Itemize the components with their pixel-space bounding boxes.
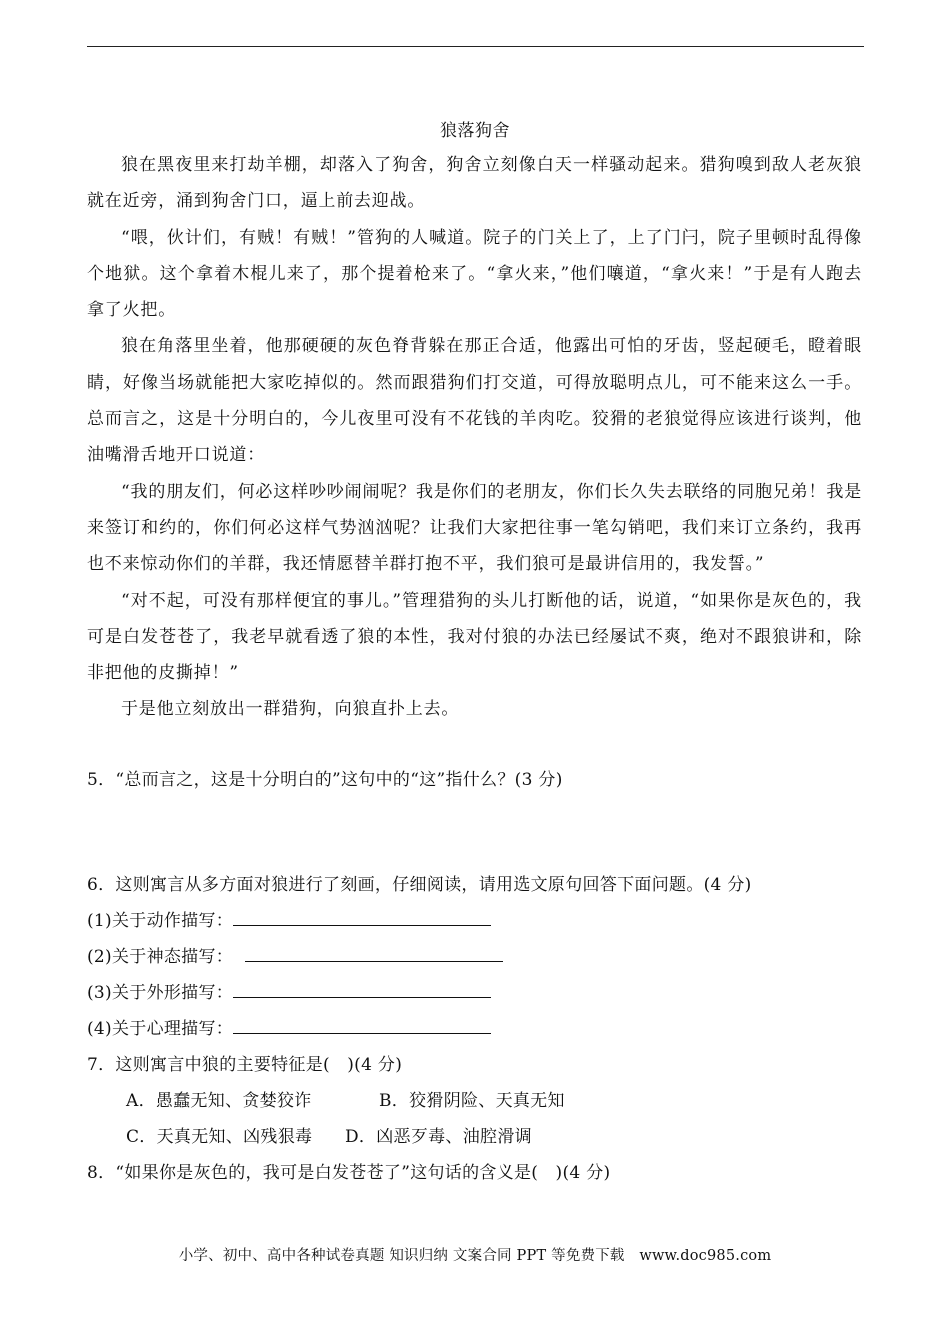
- answer-blank[interactable]: [233, 982, 491, 998]
- passage-paragraph: “对不起，可没有那样便宜的事儿。”管理猎狗的头儿打断他的话，说道，“如果你是灰色的，我可是白发苍苍了，我老早就看透了狼的本性，我对付狼的办法已经屡试不爽，绝对不跟狼讲和，除非把他的皮撕掉！”: [87, 590, 862, 684]
- question-7-option-c: C．天真无知、凶残狠毒: [126, 1127, 313, 1147]
- answer-blank[interactable]: [245, 946, 503, 962]
- question-6-item-label: (3)关于外形描写：: [87, 983, 234, 1003]
- passage-paragraph: “喂，伙计们，有贼！有贼！”管狗的人喊道。院子的门关上了，上了门闩，院子里顿时乱得像个地狱。这个拿着木棍儿来了，那个提着枪来了。“拿火来，”他们嚷道，“拿火来！”于是有人跑去拿了火把。: [87, 227, 862, 321]
- passage-paragraph: 狼在角落里坐着，他那硬硬的灰色脊背躲在那正合适，他露出可怕的牙齿，竖起硬毛，瞪着眼睛，好像当场就能把大家吃掉似的。然而跟猎狗们打交道，可得放聪明点儿，可不能来这么一手。总而言之，这是十分明白的，今儿夜里可没有不花钱的羊肉吃。狡猾的老狼觉得应该进行谈判，他油嘴滑舌地开口说道：: [87, 336, 862, 466]
- question-6-item-label: (4)关于心理描写：: [87, 1019, 234, 1039]
- page-footer: 小学、初中、高中各种试卷真题 知识归纳 文案合同 PPT 等免费下载 www.doc985.com: [178, 1248, 772, 1264]
- question-6-item-label: (1)关于动作描写：: [87, 911, 234, 931]
- passage-title: 狼落狗舍: [440, 121, 510, 141]
- question-8: 8．“如果你是灰色的，我可是白发苍苍了”这句话的含义是( )(4 分): [87, 1163, 611, 1183]
- passage-paragraph: 狼在黑夜里来打劫羊棚，却落入了狗舍，狗舍立刻像白天一样骚动起来。猎狗嗅到敌人老灰狼就在近旁，涌到狗舍门口，逼上前去迎战。: [87, 155, 862, 212]
- question-5: 5．“总而言之，这是十分明白的”这句中的“这”指什么？(3 分): [87, 770, 563, 790]
- passage-paragraph: 于是他立刻放出一群猎狗，向狼直扑上去。: [121, 699, 460, 720]
- question-6-item-3: [87, 978, 491, 1003]
- question-7-option-d: D．凶恶歹毒、油腔滑调: [345, 1127, 532, 1147]
- answer-blank[interactable]: [233, 1018, 491, 1034]
- answer-blank[interactable]: [233, 910, 491, 926]
- question-6-item-1: [87, 906, 491, 931]
- question-6-item-4: [87, 1014, 491, 1039]
- question-6-item-2: [87, 942, 503, 967]
- question-7-option-a: A．愚蠢无知、贪婪狡诈: [126, 1091, 312, 1111]
- passage-body: [87, 147, 862, 728]
- header-rule: [87, 46, 864, 47]
- question-6-item-label: (2)关于神态描写：: [87, 947, 234, 967]
- question-7: 7．这则寓言中狼的主要特征是( )(4 分): [87, 1055, 403, 1075]
- passage-paragraph: “我的朋友们，何必这样吵吵闹闹呢？我是你们的老朋友，你们长久失去联络的同胞兄弟！我是来签订和约的，你们何必这样气势汹汹呢？让我们大家把往事一笔勾销吧，我们来订立条约，我再也不来惊动你们的羊群，我还情愿替羊群打抱不平，我们狼可是最讲信用的，我发誓。”: [87, 481, 862, 575]
- question-6: 6．这则寓言从多方面对狼进行了刻画，仔细阅读，请用选文原句回答下面问题。(4 分): [87, 875, 752, 895]
- question-7-option-b: B．狡猾阴险、天真无知: [379, 1091, 565, 1111]
